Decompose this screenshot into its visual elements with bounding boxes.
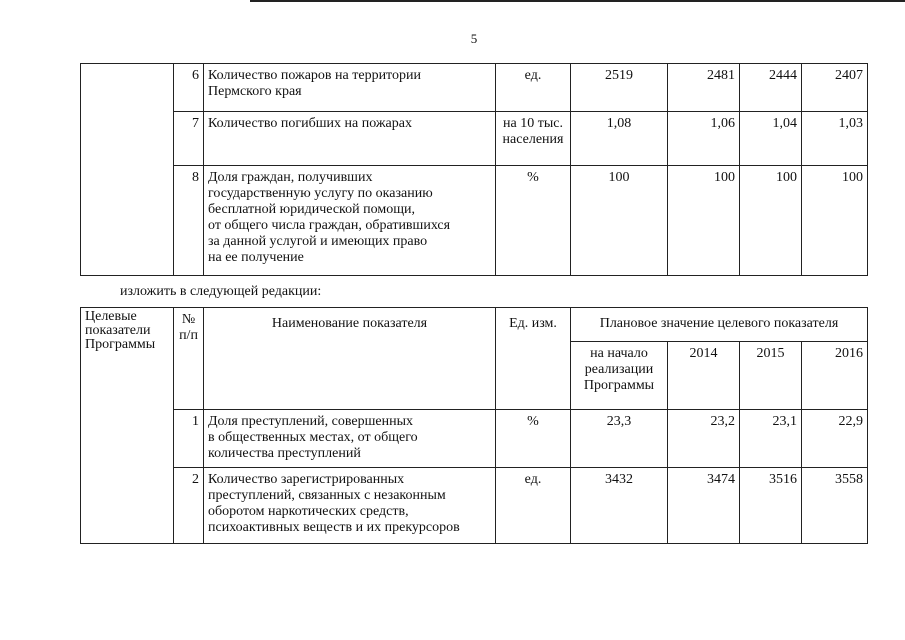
header-indicator-name: Наименование показателя (204, 308, 496, 410)
value-cell: 1,06 (668, 112, 740, 166)
indicator-unit: % (496, 410, 571, 468)
indicators-table-continued (80, 63, 868, 276)
value-cell: 100 (802, 166, 868, 276)
row-number: 7 (174, 112, 204, 166)
indicator-name: Количество пожаров на территории Пермского края (204, 64, 496, 112)
header-unit: Ед. изм. (496, 308, 571, 410)
table-cell-empty (81, 64, 174, 276)
indicator-unit: % (496, 166, 571, 276)
value-cell: 1,08 (571, 112, 668, 166)
value-cell: 3432 (571, 468, 668, 544)
value-cell: 100 (740, 166, 802, 276)
table-row (81, 468, 868, 544)
header-year: 2014 (668, 342, 740, 410)
value-cell: 100 (571, 166, 668, 276)
value-cell: 23,2 (668, 410, 740, 468)
indicator-name: Количество зарегистрированных преступлений, связанных с незаконным оборотом наркотических средств, психоактивных веществ и их прекурсоров (204, 468, 496, 544)
header-start-value: на начало реализации Программы (571, 342, 668, 410)
indicator-unit: на 10 тыс. населения (496, 112, 571, 166)
header-year: 2016 (802, 342, 868, 410)
top-border-line (250, 0, 905, 2)
value-cell: 22,9 (802, 410, 868, 468)
value-cell: 23,1 (740, 410, 802, 468)
value-cell: 100 (668, 166, 740, 276)
table-row (81, 410, 868, 468)
table-row (81, 112, 868, 166)
row-number: 1 (174, 410, 204, 468)
value-cell: 3474 (668, 468, 740, 544)
value-cell: 23,3 (571, 410, 668, 468)
value-cell: 2519 (571, 64, 668, 112)
row-number: 6 (174, 64, 204, 112)
value-cell: 1,04 (740, 112, 802, 166)
header-year: 2015 (740, 342, 802, 410)
intro-text: изложить в следующей редакции: (120, 284, 322, 299)
value-cell: 2407 (802, 64, 868, 112)
row-number: 8 (174, 166, 204, 276)
value-cell: 3516 (740, 468, 802, 544)
value-cell: 2481 (668, 64, 740, 112)
table-row (81, 64, 868, 112)
value-cell: 2444 (740, 64, 802, 112)
indicator-name: Доля граждан, получивших государственную услугу по оказанию бесплатной юридической помощи, от общего числа граждан, обратившихся за данной услугой и имеющих право на ее получение (204, 166, 496, 276)
table-row (81, 166, 868, 276)
row-number: 2 (174, 468, 204, 544)
indicator-name: Количество погибших на пожарах (204, 112, 496, 166)
section-label: Целевые показатели Программы (81, 308, 174, 544)
table-header-row (81, 308, 868, 342)
indicator-name: Доля преступлений, совершенных в общественных местах, от общего количества преступлений (204, 410, 496, 468)
indicators-table-new-revision (80, 307, 868, 544)
indicator-unit: ед. (496, 468, 571, 544)
page-number: 5 (470, 31, 478, 46)
header-planned-value: Плановое значение целевого показателя (571, 308, 868, 342)
header-number: № п/п (174, 308, 204, 410)
value-cell: 1,03 (802, 112, 868, 166)
value-cell: 3558 (802, 468, 868, 544)
indicator-unit: ед. (496, 64, 571, 112)
